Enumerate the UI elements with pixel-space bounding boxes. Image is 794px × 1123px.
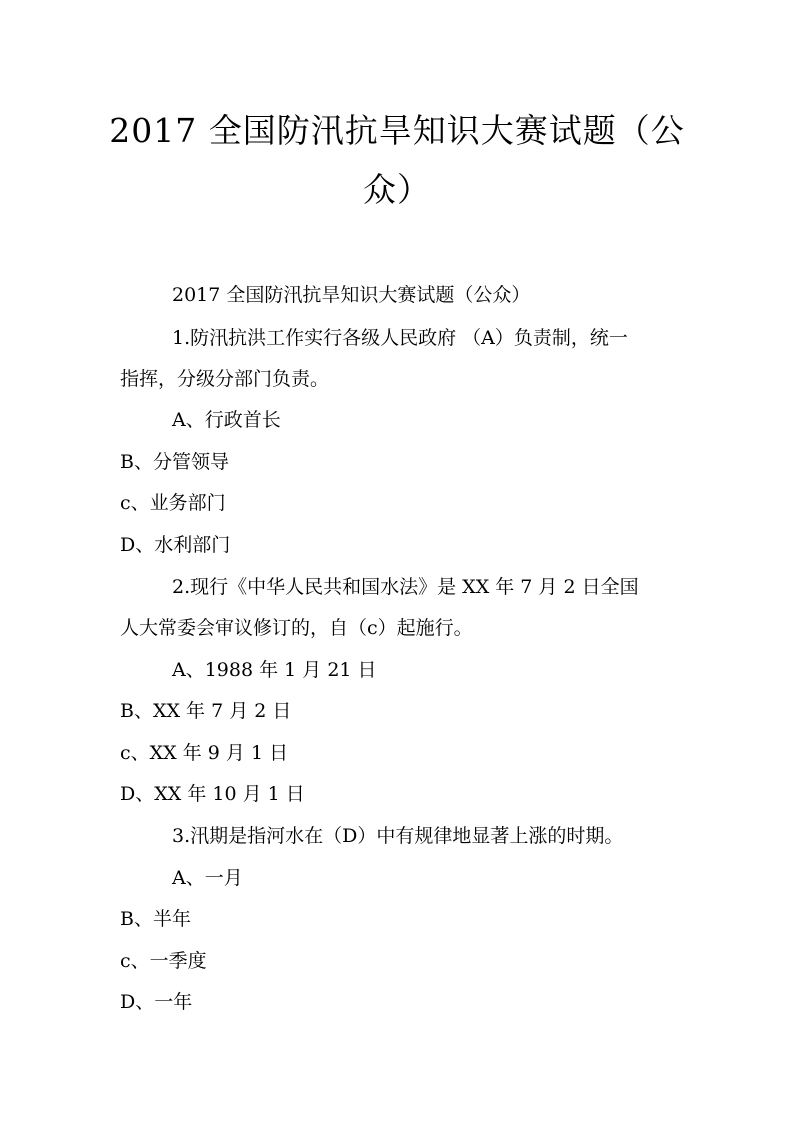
- question-2-option-d: D、XX 年 10 月 1 日: [120, 783, 305, 805]
- question-1-stem-line-2: 指挥，分级分部门负责。: [120, 368, 330, 390]
- question-2-option-a: A、1988 年 1 月 21 日: [172, 659, 377, 681]
- question-1-option-c: c、业务部门: [120, 492, 226, 514]
- question-3-option-d: D、一年: [120, 991, 193, 1013]
- question-2-stem-line-2: 人大常委会审议修订的，自（c）起施行。: [120, 617, 473, 639]
- question-1-option-d: D、水利部门: [120, 534, 231, 556]
- question-2-option-c: c、XX 年 9 月 1 日: [120, 742, 289, 764]
- question-1-option-b: B、分管领导: [120, 451, 229, 473]
- document-title-line-1: 2017 全国防汛抗旱知识大赛试题（公: [109, 111, 685, 150]
- question-1-option-a: A、行政首长: [172, 409, 281, 431]
- document-title-line-2: 众）: [363, 170, 431, 209]
- question-3-stem: 3.汛期是指河水在（D）中有规律地显著上涨的时期。: [172, 825, 624, 847]
- question-3-option-c: c、一季度: [120, 950, 207, 972]
- question-2-option-b: B、XX 年 7 月 2 日: [120, 700, 292, 722]
- question-3-option-b: B、半年: [120, 908, 191, 930]
- question-1-stem-line-1: 1.防汛抗洪工作实行各级人民政府 （A）负责制，统一: [172, 327, 628, 349]
- question-3-option-a: A、一月: [172, 867, 243, 889]
- document-subtitle: 2017 全国防汛抗旱知识大赛试题（公众）: [172, 284, 531, 306]
- question-2-stem-line-1: 2.现行《中华人民共和国水法》是 XX 年 7 月 2 日全国: [172, 576, 639, 598]
